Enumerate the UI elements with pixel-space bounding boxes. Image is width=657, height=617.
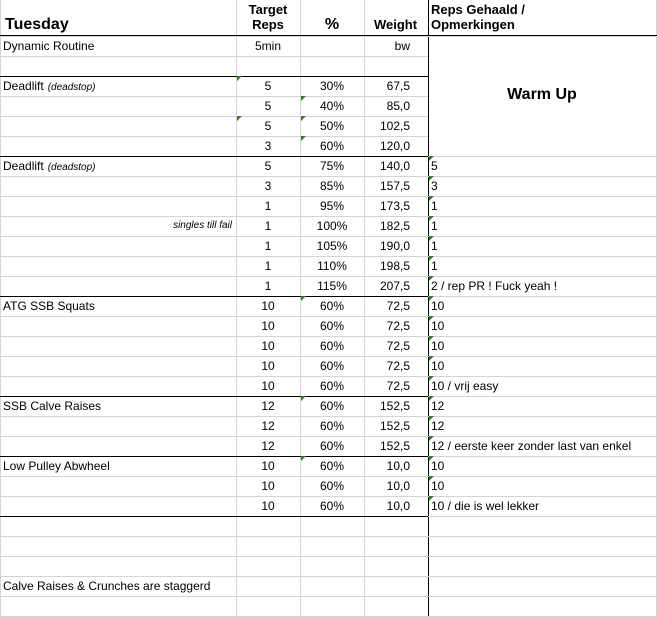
percent-cell: 110% [317, 259, 347, 273]
exercise-name [3, 496, 233, 516]
exercise-name [3, 316, 233, 336]
exercise-name [3, 356, 233, 376]
weight-cell [364, 536, 410, 556]
weight-cell: 152,5 [379, 419, 410, 433]
row-note: singles till fail [173, 220, 232, 231]
percent-cell: 100% [316, 219, 348, 233]
exercise-name: Deadlift (deadstop) [3, 159, 96, 173]
warmup-label: Warm Up [507, 86, 577, 103]
comment-marker [429, 316, 434, 321]
header-percent: % [324, 16, 340, 33]
target-reps-cell: 3 [264, 179, 272, 193]
percent-cell: 60% [319, 139, 345, 153]
comment-marker [301, 136, 306, 141]
exercise-name [3, 116, 233, 136]
comment-marker [237, 76, 242, 81]
weight-cell: 67,5 [386, 79, 410, 93]
exercise-name [3, 96, 233, 116]
percent-cell: 75% [319, 159, 345, 173]
result-cell: 2 / rep PR ! Fuck yeah ! [431, 279, 558, 293]
percent-cell: 60% [319, 459, 345, 473]
target-reps-cell: 10 [261, 379, 275, 393]
exercise-name: Dynamic Routine [3, 39, 95, 53]
weight-cell: 140,0 [379, 159, 410, 173]
exercise-name [3, 176, 233, 196]
percent-cell [300, 56, 364, 76]
comment-marker [429, 196, 434, 201]
percent-cell [300, 516, 364, 536]
exercise-name [3, 516, 233, 536]
exercise-name: Calve Raises & Crunches are staggerd [3, 579, 211, 593]
comment-marker [301, 116, 306, 121]
exercise-name [3, 376, 233, 396]
target-reps-cell: 5 [264, 119, 272, 133]
target-reps-cell [236, 556, 300, 576]
weight-cell: 152,5 [379, 439, 410, 453]
percent-cell: 60% [319, 299, 345, 313]
target-reps-cell: 1 [264, 199, 272, 213]
comment-marker [429, 356, 434, 361]
comment-marker [237, 116, 242, 121]
weight-cell: 72,5 [386, 359, 410, 373]
weight-cell: 10,0 [386, 499, 410, 513]
exercise-name [3, 196, 233, 216]
target-reps-cell: 12 [261, 419, 275, 433]
percent-cell: 60% [319, 319, 345, 333]
target-reps-cell: 10 [261, 319, 275, 333]
exercise-name [3, 436, 233, 456]
percent-cell: 105% [316, 239, 348, 253]
exercise-name [3, 476, 233, 496]
comment-marker [429, 376, 434, 381]
comment-marker [429, 476, 434, 481]
result-cell: 10 [431, 299, 445, 313]
exercise-qualifier: (deadstop) [47, 82, 96, 93]
exercise-name: Deadlift (deadstop) [3, 79, 96, 93]
target-reps-cell: 5min [254, 39, 281, 53]
exercise-name [3, 276, 233, 296]
weight-cell [364, 516, 410, 536]
target-reps-cell [236, 536, 300, 556]
target-reps-cell: 12 [261, 439, 275, 453]
weight-cell: 198,5 [379, 259, 410, 273]
target-reps-cell: 10 [261, 359, 275, 373]
percent-cell: 40% [319, 99, 345, 113]
target-reps-cell: 12 [261, 399, 275, 413]
target-reps-cell [236, 56, 300, 76]
result-cell: 1 [431, 239, 438, 253]
weight-cell [364, 596, 410, 616]
target-reps-cell [236, 596, 300, 616]
result-cell: 1 [431, 259, 438, 273]
grid-column-line [0, 0, 1, 616]
weight-cell: bw [394, 39, 410, 53]
comment-marker [429, 456, 434, 461]
percent-cell [300, 36, 364, 56]
exercise-name [3, 416, 233, 436]
exercise-name [3, 56, 233, 76]
exercise-name: ATG SSB Squats [3, 299, 95, 313]
target-reps-cell: 10 [261, 479, 275, 493]
target-reps-cell [236, 516, 300, 536]
target-reps-cell [236, 576, 300, 596]
weight-cell: 72,5 [386, 319, 410, 333]
target-reps-cell: 1 [264, 279, 272, 293]
comment-marker [429, 256, 434, 261]
comment-marker [429, 496, 434, 501]
percent-cell: 60% [319, 499, 345, 513]
weight-cell: 10,0 [386, 479, 410, 493]
comment-marker [429, 236, 434, 241]
target-reps-cell: 10 [261, 299, 275, 313]
comment-marker [301, 296, 306, 301]
comment-marker [429, 296, 434, 301]
target-reps-cell: 3 [264, 139, 272, 153]
target-reps-cell: 1 [264, 259, 272, 273]
exercise-name: Low Pulley Abwheel [3, 459, 110, 473]
weight-cell: 85,0 [386, 99, 410, 113]
header-day: Tuesday [5, 16, 69, 33]
exercise-name [3, 556, 233, 576]
header-target-reps: Target Reps [248, 2, 288, 32]
comment-marker [429, 276, 434, 281]
result-cell: 1 [431, 199, 438, 213]
weight-cell [364, 556, 410, 576]
comment-marker [429, 436, 434, 441]
target-reps-cell: 5 [264, 159, 272, 173]
percent-cell [300, 596, 364, 616]
percent-cell: 30% [319, 79, 345, 93]
target-reps-cell: 10 [261, 339, 275, 353]
grid-column-line [428, 0, 429, 616]
weight-cell: 102,5 [379, 119, 410, 133]
target-reps-cell: 5 [264, 79, 272, 93]
comment-marker [429, 336, 434, 341]
weight-cell [364, 56, 410, 76]
weight-cell: 182,5 [379, 219, 410, 233]
weight-cell: 152,5 [379, 399, 410, 413]
percent-cell: 60% [319, 339, 345, 353]
weight-cell: 72,5 [386, 379, 410, 393]
comment-marker [429, 216, 434, 221]
result-cell: 10 [431, 359, 445, 373]
grid-row-line [428, 516, 657, 517]
result-cell: 10 / die is wel lekker [431, 499, 540, 513]
header-weight: Weight [373, 17, 418, 32]
percent-cell: 60% [319, 479, 345, 493]
comment-marker [429, 396, 434, 401]
exercise-name [3, 136, 233, 156]
comment-marker [301, 396, 306, 401]
weight-cell: 190,0 [379, 239, 410, 253]
percent-cell: 60% [319, 379, 345, 393]
comment-marker [429, 416, 434, 421]
comment-marker [301, 456, 306, 461]
comment-marker [429, 156, 434, 161]
result-cell: 12 / eerste keer zonder last van enkel [431, 439, 632, 453]
weight-cell: 157,5 [379, 179, 410, 193]
result-cell: 10 / vrij easy [431, 379, 499, 393]
result-cell: 10 [431, 479, 445, 493]
header-reps-done: Reps Gehaald / Opmerkingen [431, 2, 525, 32]
exercise-name [3, 536, 233, 556]
percent-cell: 60% [319, 359, 345, 373]
result-cell: 12 [431, 399, 445, 413]
percent-cell: 50% [319, 119, 345, 133]
percent-cell [300, 536, 364, 556]
result-cell: 5 [431, 159, 438, 173]
target-reps-cell: 1 [264, 219, 272, 233]
target-reps-cell: 10 [261, 499, 275, 513]
result-cell: 10 [431, 319, 445, 333]
percent-cell: 60% [319, 439, 345, 453]
percent-cell: 85% [319, 179, 345, 193]
weight-cell: 120,0 [379, 139, 410, 153]
percent-cell: 60% [319, 419, 345, 433]
exercise-qualifier: (deadstop) [47, 162, 96, 173]
result-cell: 1 [431, 219, 438, 233]
weight-cell: 207,5 [379, 279, 410, 293]
weight-cell: 173,5 [379, 199, 410, 213]
weight-cell: 10,0 [386, 459, 410, 473]
result-cell: 10 [431, 459, 445, 473]
target-reps-cell: 10 [261, 459, 275, 473]
exercise-name [3, 236, 233, 256]
target-reps-cell: 1 [264, 239, 272, 253]
percent-cell: 115% [317, 279, 347, 293]
comment-marker [429, 176, 434, 181]
exercise-name [3, 256, 233, 276]
percent-cell [300, 556, 364, 576]
result-cell: 3 [431, 179, 438, 193]
weight-cell [364, 576, 410, 596]
percent-cell [300, 576, 364, 596]
percent-cell: 60% [319, 399, 345, 413]
weight-cell: 72,5 [386, 339, 410, 353]
weight-cell: 72,5 [386, 299, 410, 313]
target-reps-cell: 5 [264, 99, 272, 113]
percent-cell: 95% [319, 199, 345, 213]
result-cell: 10 [431, 339, 445, 353]
result-cell: 12 [431, 419, 445, 433]
comment-marker [301, 96, 306, 101]
exercise-name [3, 336, 233, 356]
exercise-name [3, 596, 233, 616]
exercise-name: SSB Calve Raises [3, 399, 102, 413]
